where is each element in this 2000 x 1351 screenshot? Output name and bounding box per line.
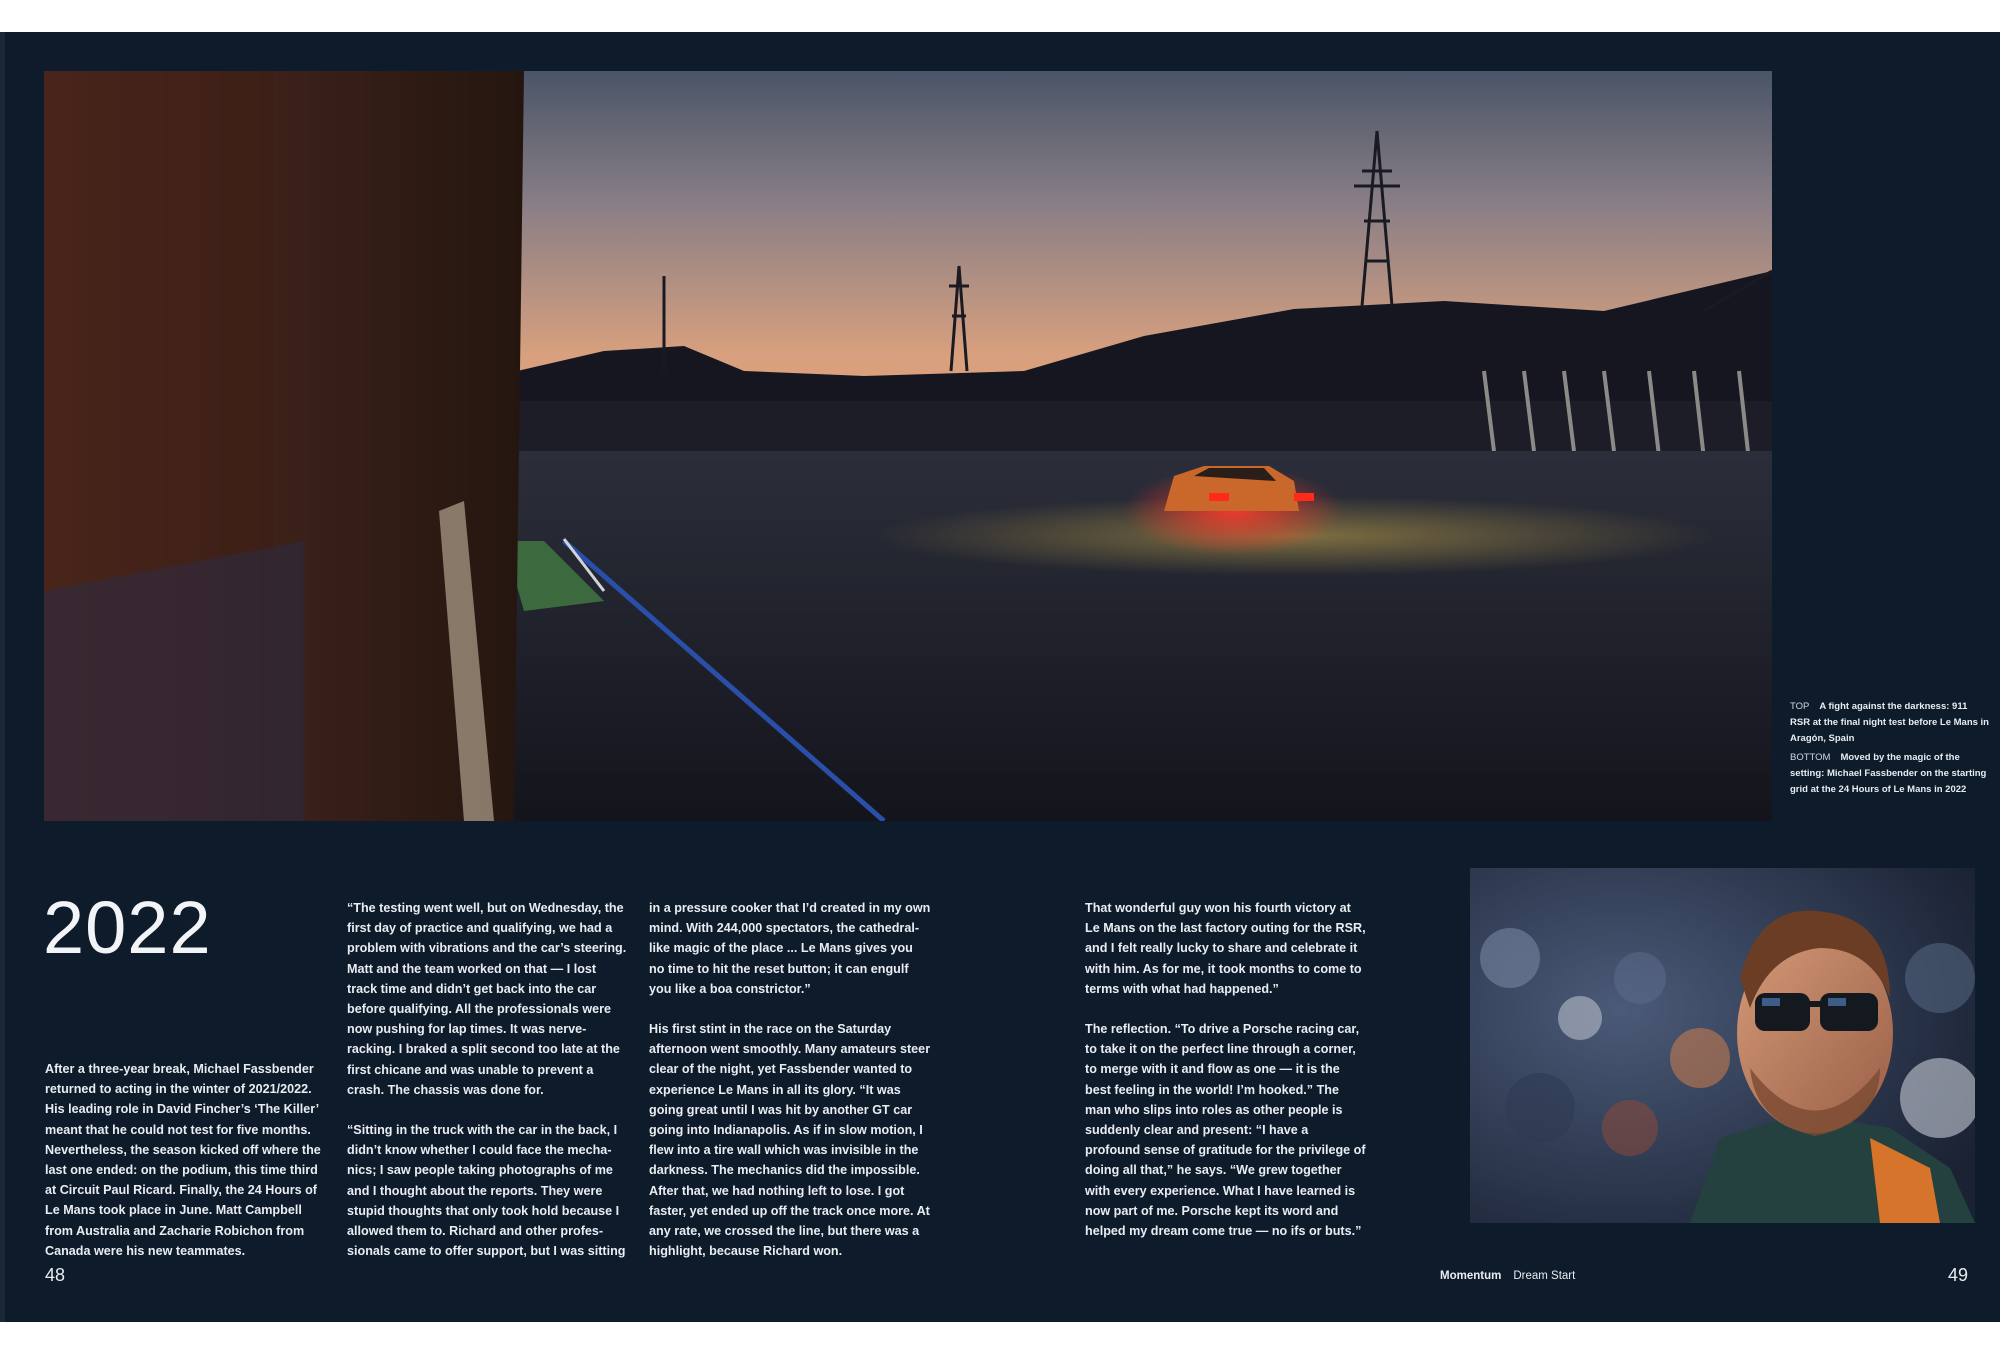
photo-captions xyxy=(1790,699,1990,801)
page-spine xyxy=(0,32,5,1322)
text-column-2 xyxy=(347,898,629,1281)
racecar-sunset-photo xyxy=(44,71,1772,821)
caption-top-text: A fight against the darkness: 911 RSR at the final night test before Le Mans in Aragón, Spain xyxy=(1790,701,1989,744)
caption-bottom-text: Moved by the magic of the setting: Michael Fassbender on the starting grid at the 24 Hours of Le Mans in 2022 xyxy=(1790,752,1987,795)
paragraph: “Sitting in the truck with the car in the back, I didn’t know whether I could face the mechanics; I saw people taking photographs of me and I thought about the reports. They were stupid thoughts that only took hold because I allowed them to. Richard and other professionals came to offer support, but I was sitting xyxy=(347,1123,626,1259)
page-number-right: 49 xyxy=(1947,1265,1968,1285)
running-header xyxy=(1440,1270,1575,1282)
portrait-photo xyxy=(1470,868,1975,1223)
text-column-1 xyxy=(45,1059,330,1281)
caption-top xyxy=(1790,699,1990,747)
caption-bottom-tag: BOTTOM xyxy=(1790,752,1831,763)
caption-top-tag: TOP xyxy=(1790,701,1810,712)
paragraph: The reflection. “To drive a Porsche racing car, to take it on the perfect line through a corner, to merge with it and flow as one — it is the best feeling in the world! I’m hooked.” The man who slips into roles as other people is suddenly clear and present: “I have a profound sense of gratitude for the privilege of doing all that,” he says. “We grew together with every experience. What I have learned is now part of me. Porsche kept its word and helped my dream come true — no ifs or buts.” xyxy=(1085,1022,1366,1239)
paragraph: His first stint in the race on the Saturday afternoon went smoothly. Many amateurs steer clear of the night, yet Fassbender wanted to experience Le Mans in all its glory. “It was going great until I was hit by another GT car going into Indianapolis. As if in slow motion, I flew into a tire wall which was invisible in the darkness. The mechanics did the impossible. After that, we had nothing left to lose. I got faster, yet ended up off the track once more. At any rate, we crossed the line, but there was a highlight, because Richard won. xyxy=(649,1022,931,1259)
paragraph: in a pressure cooker that I’d created in my own mind. With 244,000 spectators, the cathedral-like magic of the place ... Le Mans gives you no time to hit the reset button; it can engulf you like a boa constrictor.” xyxy=(649,901,931,996)
magazine-name: Momentum xyxy=(1440,1270,1502,1282)
driver-portrait-photo xyxy=(1470,868,1975,1223)
paragraph: That wonderful guy won his fourth victory at Le Mans on the last factory outing for the RSR, and I felt really lucky to share and celebrate it with him. As for me, it took months to come to terms with what had happened.” xyxy=(1085,901,1366,996)
paragraph: “The testing went well, but on Wednesday, the first day of practice and qualifying, we had a problem with vibrations and the car’s steering. Matt and the team worked on that — I lost track time and didn’t get back into the car before qualifying. All the professionals were now pushing for lap times. It was nerve-racking. I braked a split second too late at the first chicane and was unable to prevent a crash. The chassis was done for. xyxy=(347,901,627,1097)
text-column-3 xyxy=(649,898,931,1281)
caption-bottom xyxy=(1790,750,1990,798)
text-column-4 xyxy=(1085,898,1367,1261)
section-name: Dream Start xyxy=(1513,1270,1576,1282)
section-year: 2022 xyxy=(43,886,212,969)
hero-photo xyxy=(44,71,1772,821)
magazine-spread xyxy=(0,32,2000,1322)
paragraph: After a three-year break, Michael Fassbender returned to acting in the winter of 2021/2022. His leading role in David Fincher’s ‘The Killer’ meant that he could not test for five months. Nevertheless, the season kicked off where the last one ended: on the podium, this time third at Circuit Paul Ricard. Finally, the 24 Hours of Le Mans took place in June. Matt Campbell from Australia and Zacharie Robichon from Canada were his new teammates. xyxy=(45,1062,321,1258)
page-number-left: 48 xyxy=(45,1265,66,1285)
